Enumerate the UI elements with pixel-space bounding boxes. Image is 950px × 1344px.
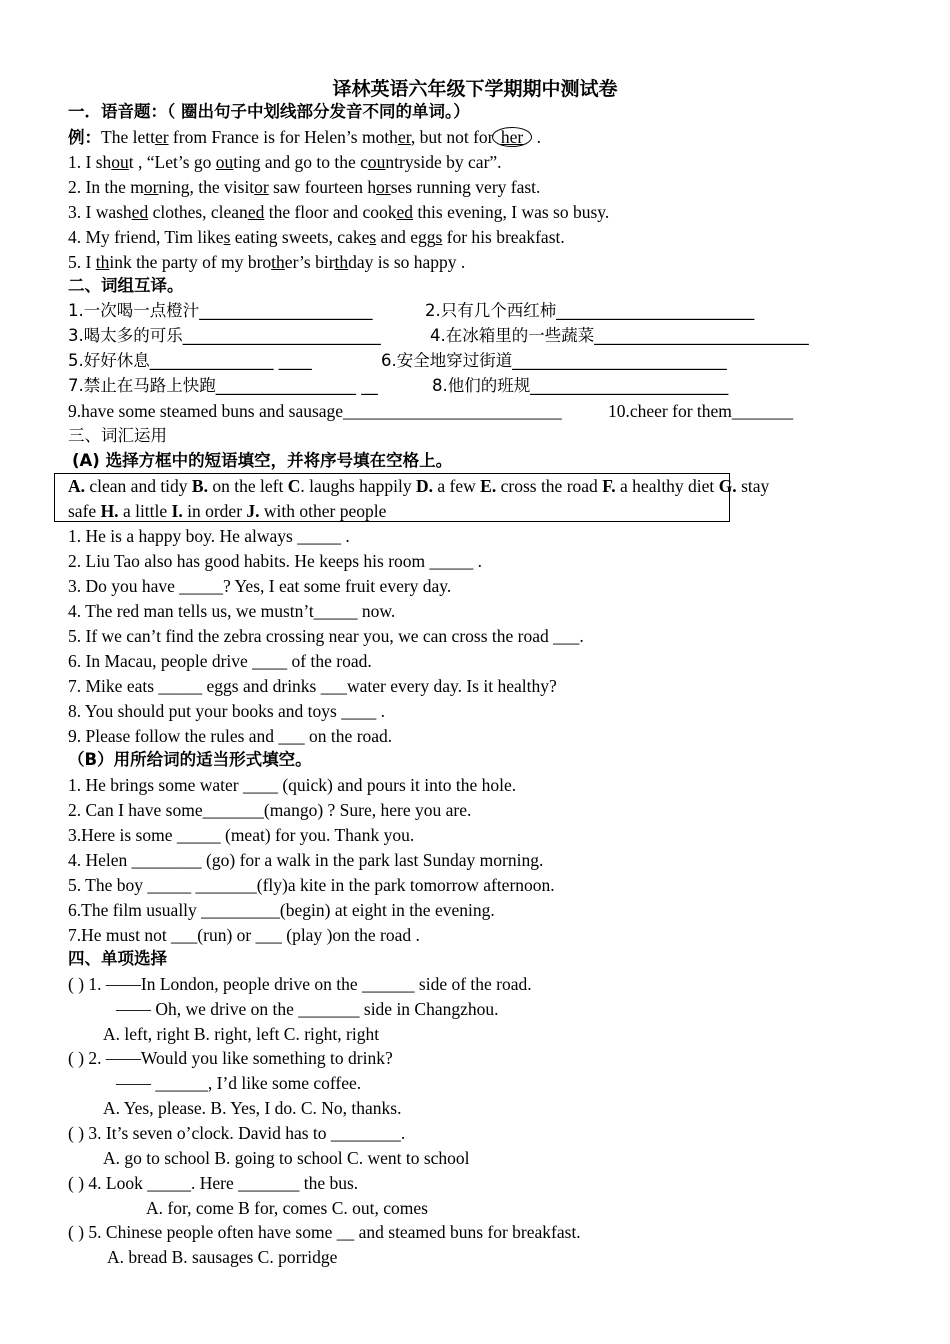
section-1-heading: 一．语音题：（ 圈出句子中划线部分发音不同的单词。） [68, 102, 470, 121]
fill-item-a-8: 8. You should put your books and toys ____ . [68, 701, 385, 721]
mc-question-5: ( ) 5. Chinese people often have some __ and steamed buns for breakfast. [68, 1222, 581, 1242]
mc-question-3-options: A. go to school B. going to school C. went to school [103, 1148, 470, 1168]
option-text: with other people [259, 501, 387, 521]
text: ink the party of my bro [109, 252, 272, 272]
phonics-item-1 [68, 151, 502, 173]
mc-question-1: ( ) 1. ——In London, people drive on the ______ side of the road. [68, 974, 532, 994]
section-4-heading: 四、单项选择 [68, 949, 167, 968]
option-text: stay [736, 476, 770, 496]
phonics-item-2 [68, 176, 540, 198]
option-letter: D. [416, 476, 434, 496]
phonics-item-5 [68, 251, 465, 273]
mc-question-1-options: A. left, right B. right, left C. right, right [103, 1024, 380, 1044]
example-label: 例： [68, 128, 101, 147]
text: . [532, 127, 541, 147]
fill-item-a-7: 7. Mike eats _____ eggs and drinks ___water every day. Is it healthy? [68, 676, 557, 696]
underlined-sound: er [397, 127, 411, 147]
section-3a-heading: (A) 选择方框中的短语填空，并将序号填在空格上。 [72, 451, 453, 470]
text: ning, the visit [158, 177, 255, 197]
translate-row-1 [68, 300, 755, 322]
underlined-sound: er [154, 127, 169, 147]
translate-item: 3.喝太多的可乐________________________ [68, 326, 381, 345]
mc-question-2: ( ) 2. ——Would you like something to drink? [68, 1048, 393, 1068]
text: ntryside by car”. [385, 152, 502, 172]
text: 5. I [68, 252, 96, 272]
mc-question-1-reply: —— Oh, we drive on the _______ side in Changzhou. [116, 999, 499, 1019]
option-letter: A. [68, 476, 86, 496]
underlined-sound: s [369, 227, 377, 247]
fill-item-b-2: 2. Can I have some_______(mango) ? Sure, here you are. [68, 800, 472, 820]
text: 4. My friend, Tim like [68, 227, 224, 247]
text: eating sweets, cake [230, 227, 370, 247]
option-letter: F. [602, 476, 616, 496]
text: saw fourteen h [268, 177, 377, 197]
text: , but not for [410, 127, 498, 147]
underlined-sound: th [334, 252, 349, 272]
fill-item-a-1: 1. He is a happy boy. He always _____ . [68, 526, 350, 546]
underlined-sound: ou [367, 152, 386, 172]
fill-item-b-7: 7.He must not ___(run) or ___ (play )on the road . [68, 925, 420, 945]
fill-item-a-9: 9. Please follow the rules and ___ on the road. [68, 726, 393, 746]
underlined-sound: or [143, 177, 159, 197]
phonics-item-3 [68, 201, 609, 223]
mc-question-2-reply: —— ______, I’d like some coffee. [116, 1073, 362, 1093]
option-text: cross the road [496, 476, 603, 496]
translate-item: 4.在冰箱里的一些蔬菜__________________________ [430, 326, 809, 345]
option-text: a few [433, 476, 481, 496]
option-text: in order [182, 501, 247, 521]
fill-item-a-2: 2. Liu Tao also has good habits. He keeps his room _____ . [68, 551, 483, 571]
text: 3. I wash [68, 202, 132, 222]
text: from France is for Helen’s moth [168, 127, 398, 147]
text: and egg [376, 227, 436, 247]
text: this evening, I was so busy. [413, 202, 610, 222]
mc-question-4: ( ) 4. Look _____. Here _______ the bus. [68, 1173, 359, 1193]
text: The lett [101, 127, 155, 147]
section-2-heading: 二、词组互译。 [68, 276, 184, 295]
text: clothes, clean [148, 202, 248, 222]
translate-item: 5.好好休息_______________ ____ [68, 351, 312, 370]
option-letter: C [287, 476, 301, 496]
option-text: a little [118, 501, 172, 521]
text: 1. I sh [68, 152, 112, 172]
underlined-sound: s [223, 227, 231, 247]
circled-answer [492, 127, 532, 147]
fill-item-b-4: 4. Helen ________ (go) for a walk in the park last Sunday morning. [68, 850, 544, 870]
text: 2. In the m [68, 177, 144, 197]
option-text: . laughs happily [300, 476, 417, 496]
underlined-sound: ed [396, 202, 414, 222]
option-letter: J. [246, 501, 260, 521]
text: the floor and cook [264, 202, 397, 222]
underlined-sound: ou [111, 152, 129, 172]
underlined-sound: s [435, 227, 443, 247]
page-title: 译林英语六年级下学期期中测试卷 [332, 78, 618, 100]
translate-item: 9.have some steamed buns and sausage_________________________ [68, 401, 562, 421]
option-text: safe [68, 501, 101, 521]
phonics-item-4 [68, 226, 565, 248]
underlined-sound: or [376, 177, 391, 197]
text: ses running very fast. [390, 177, 541, 197]
translate-row-5 [68, 400, 794, 422]
mc-question-3: ( ) 3. It’s seven o’clock. David has to ________. [68, 1123, 406, 1143]
translate-item: 6.安全地穿过街道__________________________ [381, 351, 727, 370]
fill-item-a-3: 3. Do you have _____? Yes, I eat some fruit every day. [68, 576, 452, 596]
option-letter: G. [718, 476, 737, 496]
option-letter: H. [100, 501, 119, 521]
text: ting and go to the c [233, 152, 368, 172]
text: day is so happy . [348, 252, 466, 272]
option-text: clean and tidy [85, 476, 192, 496]
translate-item: 7.禁止在马路上快跑_________________ __ [68, 376, 378, 395]
mc-question-5-options: A. bread B. sausages C. porridge [107, 1247, 338, 1267]
underlined-sound: her [500, 127, 524, 147]
option-letter: B. [191, 476, 208, 496]
fill-item-b-6: 6.The film usually _________(begin) at eight in the evening. [68, 900, 495, 920]
option-letter: I. [171, 501, 183, 521]
fill-item-a-6: 6. In Macau, people drive ____ of the road. [68, 651, 372, 671]
translate-item: 10.cheer for them_______ [608, 401, 794, 421]
translate-row-4 [68, 375, 729, 397]
text: for his breakfast. [442, 227, 565, 247]
translate-item: 2.只有几个西红柿________________________ [425, 301, 755, 320]
text: t , “Let’s go [128, 152, 216, 172]
translate-row-2 [68, 325, 809, 347]
fill-item-a-4: 4. The red man tells us, we mustn’t_____ now. [68, 601, 396, 621]
option-letter: E. [480, 476, 497, 496]
fill-item-a-5: 5. If we can’t find the zebra crossing near you, we can cross the road ___. [68, 626, 584, 646]
mc-question-2-options: A. Yes, please. B. Yes, I do. C. No, thanks. [103, 1098, 402, 1118]
mc-question-4-options: A. for, come B for, comes C. out, comes [146, 1198, 428, 1218]
underlined-sound: ed [247, 202, 265, 222]
section-3-heading: 三、词汇运用 [68, 426, 167, 445]
phrase-box-line-2 [68, 500, 386, 522]
underlined-sound: ou [215, 152, 234, 172]
underlined-sound: ed [131, 202, 149, 222]
fill-item-b-1: 1. He brings some water ____ (quick) and pours it into the hole. [68, 775, 517, 795]
option-text: a healthy diet [615, 476, 719, 496]
underlined-sound: th [95, 252, 110, 272]
fill-item-b-3: 3.Here is some _____ (meat) for you. Thank you. [68, 825, 415, 845]
translate-item: 1.一次喝一点橙汁_____________________ [68, 301, 373, 320]
section-3b-heading: （B）用所给词的适当形式填空。 [68, 750, 312, 769]
phrase-box-line-1 [68, 475, 769, 497]
underlined-sound: or [254, 177, 269, 197]
underlined-sound: th [271, 252, 285, 272]
option-text: on the left [207, 476, 288, 496]
fill-item-b-5: 5. The boy _____ _______(fly)a kite in the park tomorrow afternoon. [68, 875, 555, 895]
phonics-example [68, 126, 541, 148]
translate-row-3 [68, 350, 727, 372]
text: er’s bir [284, 252, 335, 272]
translate-item: 8.他们的班规________________________ [432, 376, 729, 395]
